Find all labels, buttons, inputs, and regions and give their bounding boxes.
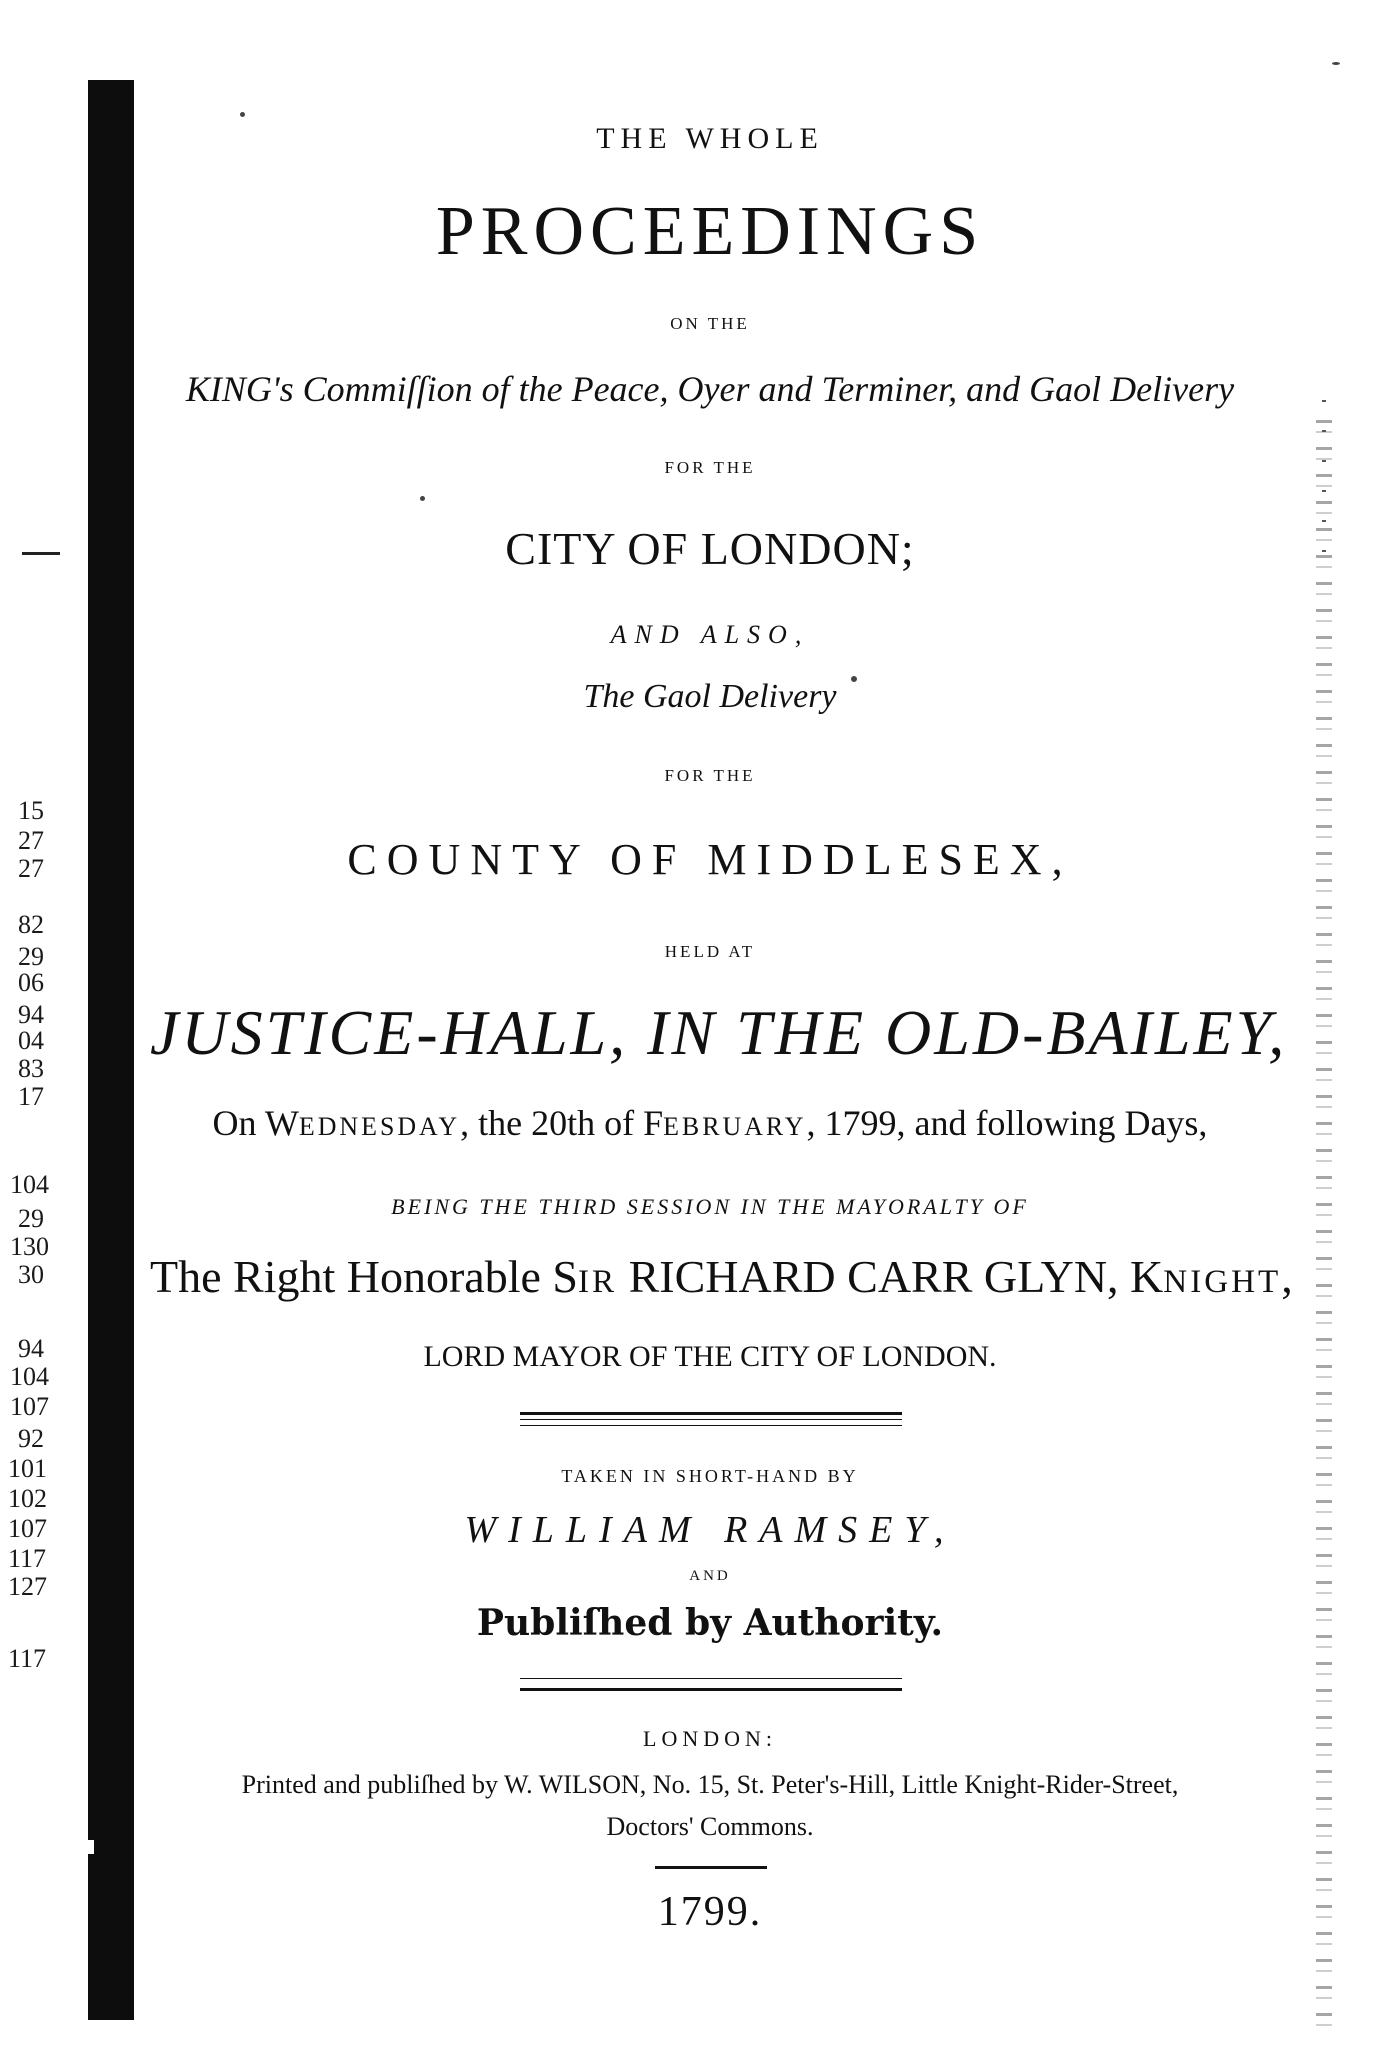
margin-number: 130 — [10, 1232, 49, 1261]
margin-number: 82 — [18, 910, 44, 939]
double-rule — [520, 1688, 902, 1691]
county-line: COUNTY OF MIDDLESEX, — [347, 835, 1073, 884]
margin-number: 29 — [18, 1204, 44, 1233]
name-sir: IR — [578, 1263, 618, 1300]
margin-number: 117 — [8, 1544, 47, 1573]
date-line — [150, 1102, 1270, 1144]
and-line: AND — [689, 1568, 731, 1584]
short-rule — [655, 1866, 767, 1869]
name-end: , — [1281, 1251, 1293, 1302]
margin-number: 27 — [18, 826, 44, 855]
name-start: The Right Honorable S — [150, 1251, 578, 1302]
gaol-delivery-line: The Gaol Delivery — [583, 678, 837, 715]
binding-notch — [84, 1840, 94, 1854]
margin-number: 15 — [18, 796, 44, 825]
margin-number: 101 — [8, 1454, 47, 1483]
double-rule — [520, 1412, 902, 1420]
speck — [240, 112, 245, 117]
margin-number: 104 — [10, 1170, 49, 1199]
published-line: Publiſhed by Authority. — [476, 1602, 944, 1644]
margin-number: 83 — [18, 1054, 44, 1083]
and-also-line: AND ALSO, — [610, 620, 810, 649]
lord-mayor-name-line — [150, 1250, 1293, 1303]
commission-line: KING's Commiſſion of the Peace, Oyer and Terminer, and Gaol Delivery — [185, 369, 1235, 409]
margin-number: 29 — [18, 942, 44, 971]
margin-number: 06 — [18, 968, 44, 997]
session-line: BEING THE THIRD SESSION IN THE MAYORALTY OF — [391, 1194, 1029, 1219]
margin-number: 94 — [18, 1000, 44, 1029]
margin-number: 104 — [10, 1362, 49, 1391]
margin-number: 04 — [18, 1026, 44, 1055]
double-rule — [520, 1678, 902, 1679]
margin-number: 94 — [18, 1334, 44, 1363]
margin-dash — [22, 552, 60, 555]
speck — [420, 496, 425, 501]
binding-edge — [88, 80, 134, 2020]
margin-number: 30 — [18, 1260, 44, 1289]
held-at-line: HELD AT — [664, 942, 756, 961]
printer-line: Printed and publiſhed by W. WILSON, No. 15, St. Peter's-Hill, Little Knight-Rider-Street, — [241, 1770, 1179, 1799]
name-main: RICHARD CARR GLYN, K — [617, 1251, 1164, 1302]
taken-line: TAKEN IN SHORT-HAND BY — [561, 1466, 859, 1486]
date-end: , 1799, and following Days, — [806, 1103, 1208, 1143]
margin-number: 27 — [18, 854, 44, 883]
main-title: PROCEEDINGS — [435, 193, 985, 270]
margin-number: 127 — [8, 1572, 47, 1601]
title-line: THE WHOLE — [596, 122, 824, 155]
on-the-line: ON THE — [670, 314, 750, 333]
imprint-year: 1799. — [657, 1889, 763, 1935]
date-mid: , the 20th of F — [460, 1103, 664, 1143]
date-on: On W — [212, 1103, 299, 1143]
margin-number: 117 — [8, 1644, 47, 1673]
printer-address-line: Doctors' Commons. — [606, 1812, 814, 1841]
for-the-line: FOR THE — [664, 458, 756, 477]
date-weekday: EDNESDAY — [298, 1112, 461, 1141]
margin-number: 17 — [18, 1082, 44, 1111]
justice-hall-line: JUSTICE-HALL, IN THE OLD-BAILEY, — [150, 997, 1288, 1068]
margin-number: 102 — [8, 1484, 47, 1513]
margin-number: 92 — [18, 1424, 44, 1453]
right-edge-bleed — [1316, 420, 1332, 2040]
lord-mayor-line: LORD MAYOR OF THE CITY OF LONDON. — [423, 1340, 997, 1373]
city-line: CITY OF LONDON; — [505, 523, 915, 574]
double-rule — [520, 1425, 902, 1426]
right-edge-bleed-top — [1322, 400, 1326, 580]
speck — [1332, 62, 1340, 65]
date-month: EBRUARY — [663, 1112, 807, 1141]
for-the-line: FOR THE — [664, 766, 756, 785]
imprint-city: LONDON: — [643, 1726, 777, 1751]
name-knight: NIGHT — [1163, 1263, 1282, 1300]
margin-number: 107 — [10, 1392, 49, 1421]
author-line: WILLIAM RAMSEY, — [464, 1509, 956, 1551]
margin-number: 107 — [8, 1514, 47, 1543]
